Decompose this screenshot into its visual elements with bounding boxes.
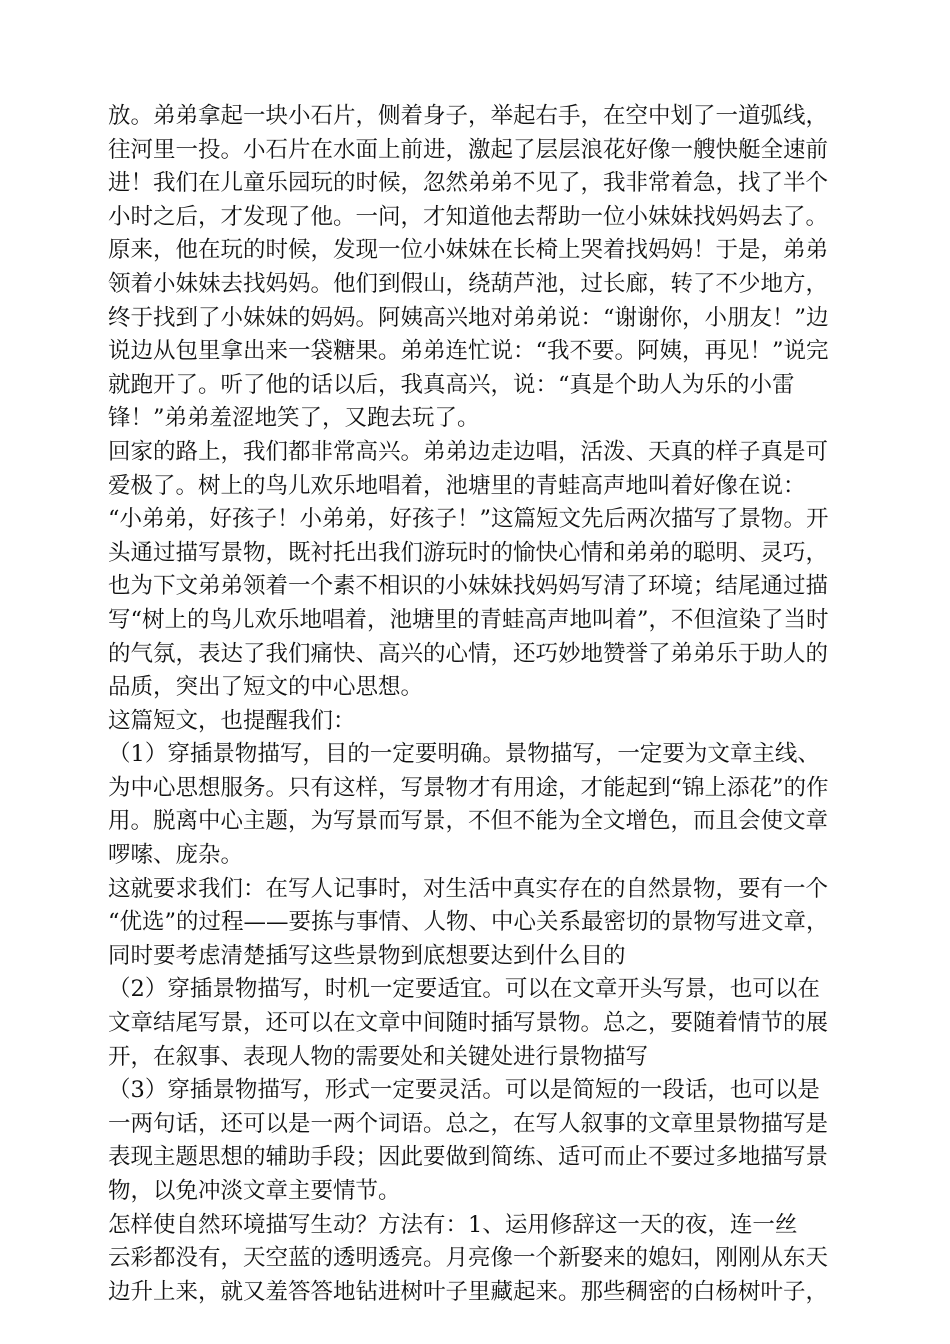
text-line: 为中心思想服务。只有这样，写景物才有用途，才能起到“锦上添花”的作 — [108, 774, 829, 801]
text-line: 表现主题思想的辅助手段；因此要做到简练、适可而止不要过多地描写景 — [108, 1144, 829, 1171]
text-line: 就跑开了。听了他的话以后，我真高兴，说：“真是个助人为乐的小雷 — [108, 371, 795, 398]
text-line: 进！我们在儿童乐园玩的时候，忽然弟弟不见了，我非常着急，找了半个 — [108, 170, 829, 197]
text-line: 边升上来，就又羞答答地钻进树叶子里藏起来。那些稠密的白杨树叶子， — [108, 1278, 829, 1305]
text-line: （1）穿插景物描写，目的一定要明确。景物描写，一定要为文章主线、 — [108, 741, 820, 768]
text-line: （2）穿插景物描写，时机一定要适宜。可以在文章开头写景，也可以在 — [108, 976, 820, 1003]
text-line: 用。脱离中心主题，为写景而写景，不但不能为全文增色，而且会使文章 — [108, 808, 829, 835]
text-line: 云彩都没有，天空蓝的透明透亮。月亮像一个新娶来的媳妇，刚刚从东天 — [108, 1245, 829, 1272]
text-line: 啰嗦、庞杂。 — [108, 842, 244, 869]
text-line: 头通过描写景物，既衬托出我们游玩时的愉快心情和弟弟的聪明、灵巧， — [108, 539, 829, 566]
text-line: 终于找到了小妹妹的妈妈。阿姨高兴地对弟弟说：“谢谢你，小朋友！”边 — [108, 304, 829, 331]
text-line: 这篇短文，也提醒我们： — [108, 707, 356, 734]
document-text — [108, 100, 856, 1309]
text-line: “小弟弟，好孩子！小弟弟，好孩子！”这篇短文先后两次描写了景物。开 — [108, 506, 829, 533]
text-line: 写“树上的鸟儿欢乐地唱着，池塘里的青蛙高声地叫着”，不但渲染了当时 — [108, 606, 829, 633]
text-line: 放。弟弟拿起一块小石片，侧着身子，举起右手，在空中划了一道弧线， — [108, 103, 829, 129]
text-line: 说边从包里拿出来一袋糖果。弟弟连忙说：“我不要。阿姨，再见！”说完 — [108, 338, 829, 365]
text-line: 这就要求我们：在写人记事时，对生活中真实存在的自然景物，要有一个 — [108, 875, 829, 902]
text-line: 往河里一投。小石片在水面上前进，激起了层层浪花好像一艘快艇全速前 — [108, 136, 829, 163]
text-line: 回家的路上，我们都非常高兴。弟弟边走边唱，活泼、天真的样子真是可 — [108, 438, 829, 465]
text-line: “优选”的过程——要拣与事情、人物、中心关系最密切的景物写进文章， — [108, 909, 829, 936]
text-line: 怎样使自然环境描写生动？方法有：1、运用修辞这一天的夜，连一丝 — [108, 1211, 798, 1238]
text-line: 同时要考虑清楚插写这些景物到底想要达到什么目的 — [108, 942, 626, 969]
text-line: 也为下文弟弟领着一个素不相识的小妹妹找妈妈写清了环境；结尾通过描 — [108, 573, 829, 600]
text-line: 的气氛，表达了我们痛快、高兴的心情，还巧妙地赞誉了弟弟乐于助人的 — [108, 640, 829, 667]
text-line: 原来，他在玩的时候，发现一位小妹妹在长椅上哭着找妈妈！于是，弟弟 — [108, 237, 829, 264]
text-line: 领着小妹妹去找妈妈。他们到假山，绕葫芦池，过长廊，转了不少地方， — [108, 270, 829, 297]
text-line: （3）穿插景物描写，形式一定要灵活。可以是简短的一段话，也可以是 — [108, 1077, 820, 1104]
text-line: 品质，突出了短文的中心思想。 — [108, 674, 424, 701]
text-line: 爱极了。树上的鸟儿欢乐地唱着，池塘里的青蛙高声地叫着好像在说： — [108, 472, 806, 499]
text-line: 文章结尾写景，还可以在文章中间随时插写景物。总之，要随着情节的展 — [108, 1010, 829, 1037]
text-line: 一两句话，还可以是一两个词语。总之，在写人叙事的文章里景物描写是 — [108, 1110, 829, 1137]
text-line: 小时之后，才发现了他。一问，才知道他去帮助一位小妹妹找妈妈去了。 — [108, 203, 829, 230]
text-line: 锋！”弟弟羞涩地笑了，又跑去玩了。 — [108, 405, 480, 432]
text-line: 物，以免冲淡文章主要情节。 — [108, 1178, 401, 1204]
text-line: 开，在叙事、表现人物的需要处和关键处进行景物描写 — [108, 1043, 649, 1070]
